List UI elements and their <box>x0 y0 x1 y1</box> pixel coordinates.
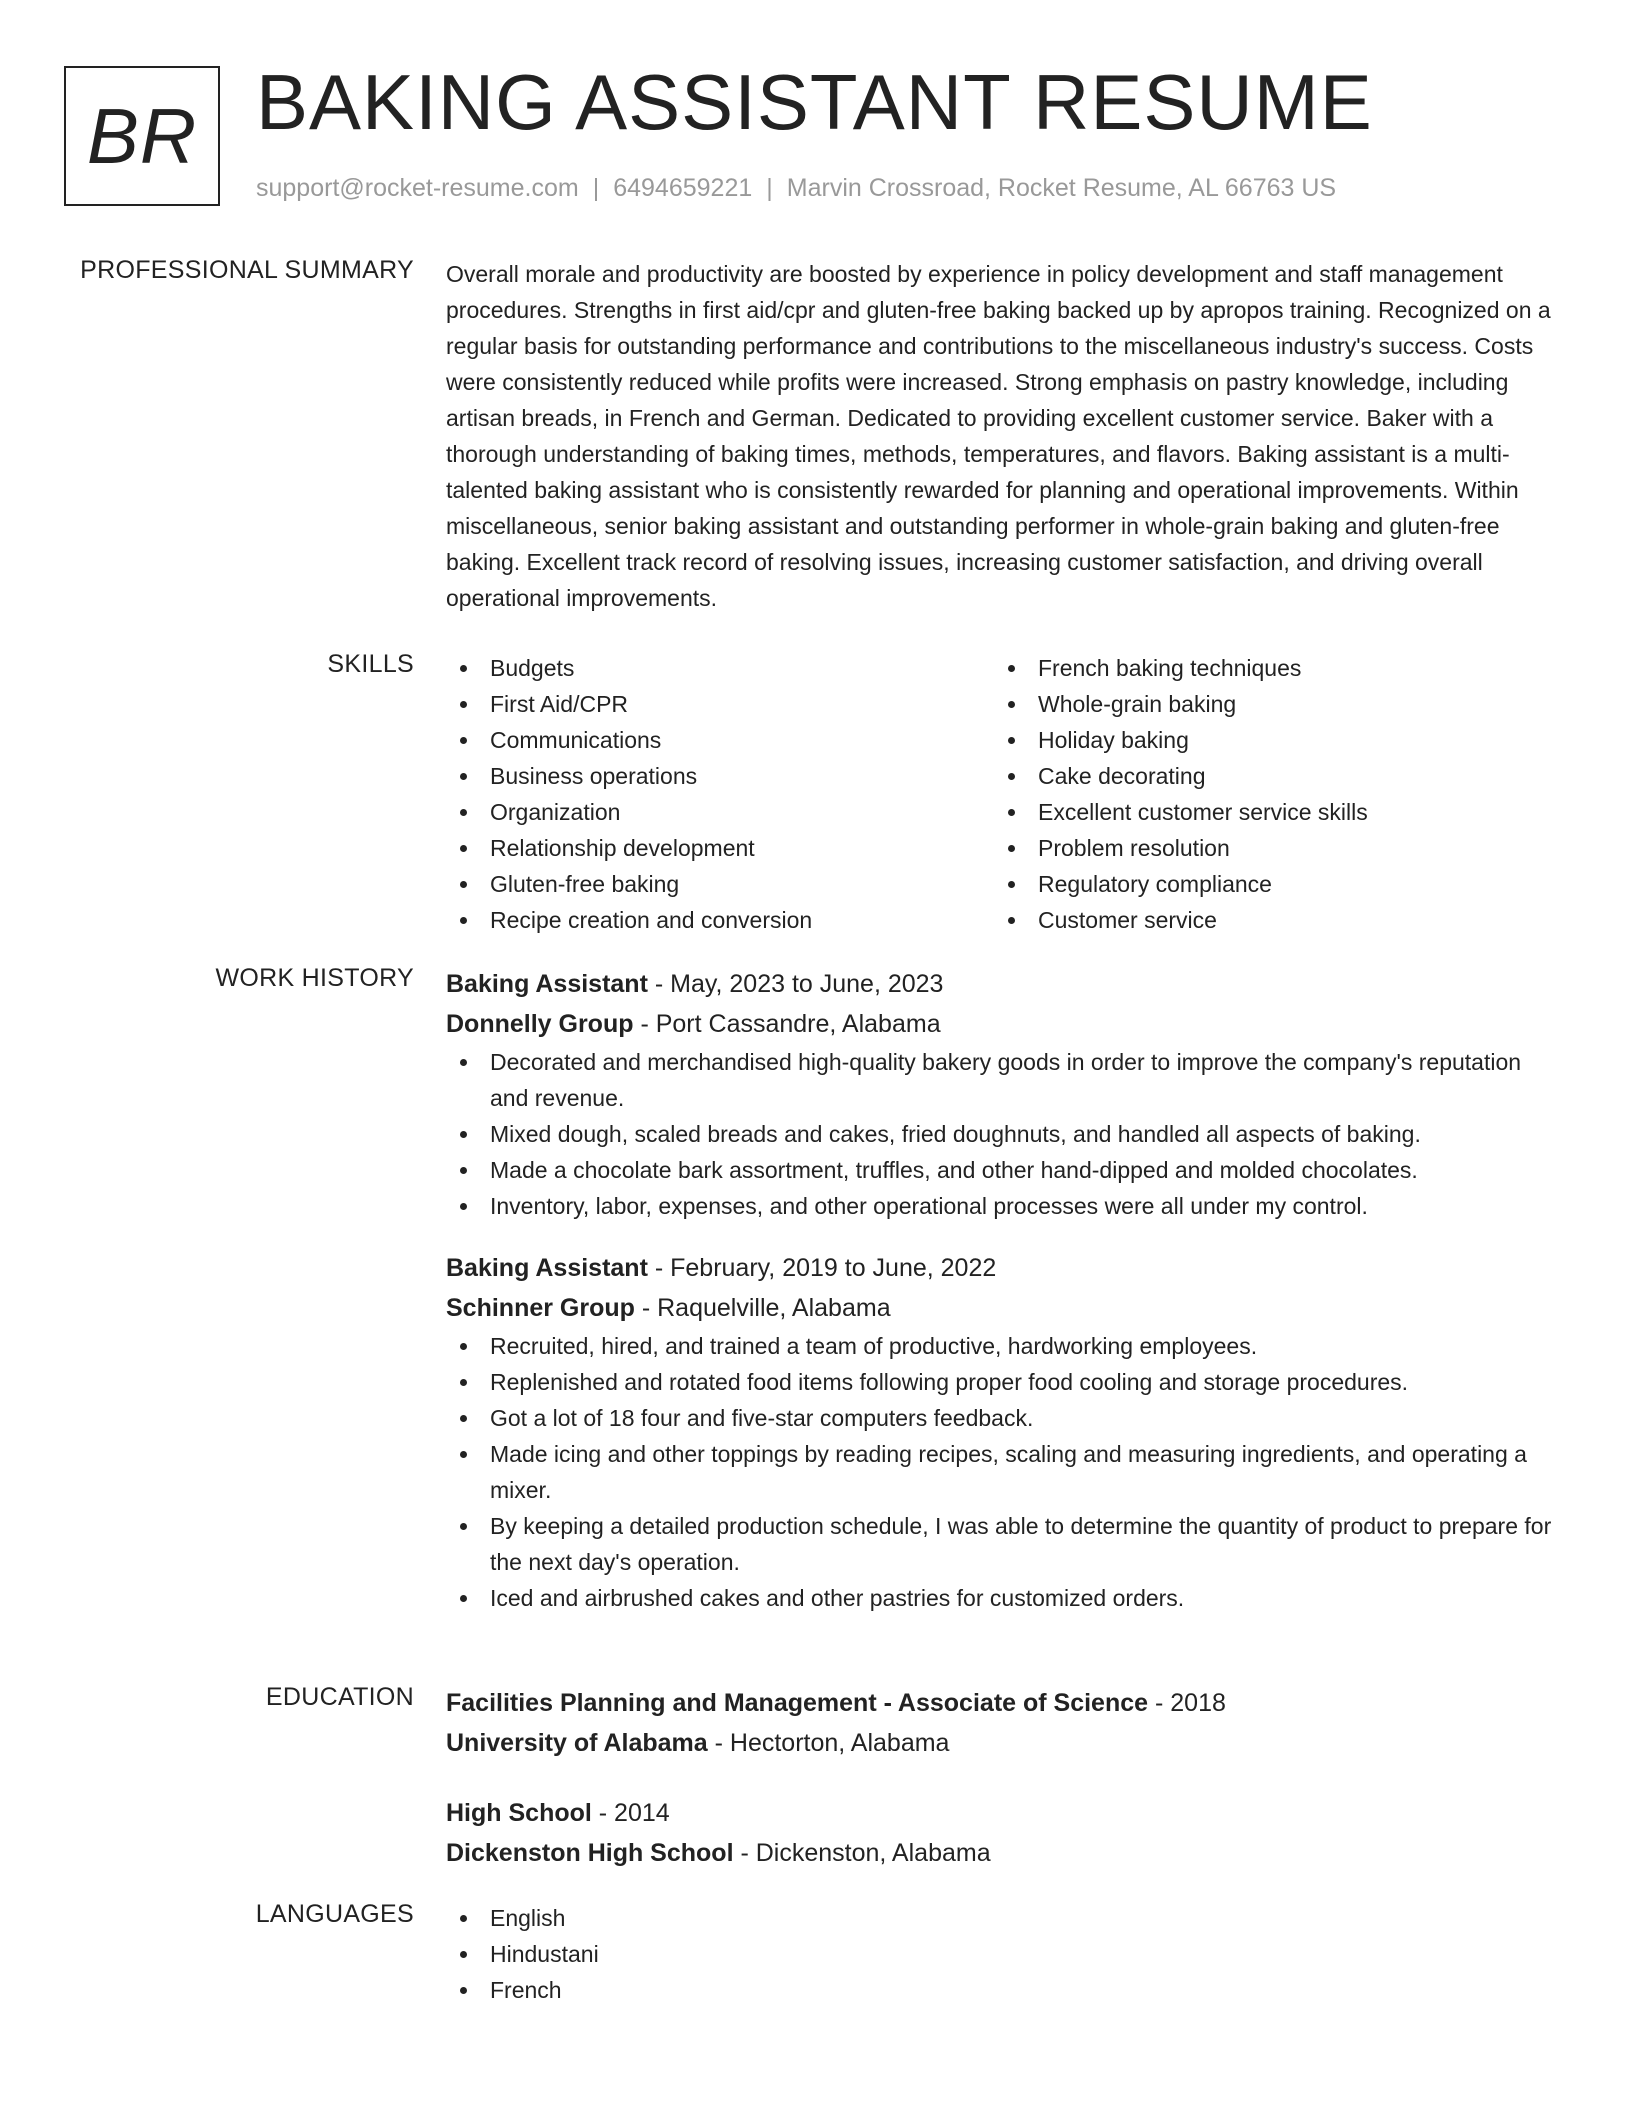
job-company: Donnelly Group <box>446 1010 634 1038</box>
skill-item: Communications <box>446 722 994 758</box>
job-location: - Port Cassandre, Alabama <box>633 1010 941 1038</box>
skills-label: SKILLS <box>327 650 414 678</box>
resume-title: BAKING ASSISTANT RESUME <box>256 58 1373 146</box>
skills-body <box>446 650 1560 938</box>
languages-label: LANGUAGES <box>255 1900 414 1928</box>
job-dates: - February, 2019 to June, 2022 <box>647 1254 997 1282</box>
education-school: Dickenston High School <box>446 1839 734 1867</box>
skill-item: Whole-grain baking <box>994 686 1542 722</box>
job-dates: - May, 2023 to June, 2023 <box>647 970 944 998</box>
skill-item: Customer service <box>994 902 1542 938</box>
duty-item: Mixed dough, scaled breads and cakes, fried doughnuts, and handled all aspects of baking. <box>446 1116 1560 1152</box>
job-title-line <box>446 1248 1560 1288</box>
contact-phone: 6494659221 <box>613 174 753 202</box>
duty-item: Iced and airbrushed cakes and other pastries for customized orders. <box>446 1580 1560 1616</box>
contact-email: support@rocket-resume.com <box>256 174 579 202</box>
job-entry <box>446 1248 1560 1616</box>
job-title: Baking Assistant <box>446 970 648 998</box>
job-location: - Raquelville, Alabama <box>634 1294 891 1322</box>
skill-item: Excellent customer service skills <box>994 794 1542 830</box>
skill-item: Gluten-free baking <box>446 866 994 902</box>
duty-item: By keeping a detailed production schedule, I was able to determine the quantity of product to prepare for the next day's operation. <box>446 1508 1560 1580</box>
skill-item: Holiday baking <box>994 722 1542 758</box>
job-company: Schinner Group <box>446 1294 635 1322</box>
education-degree-line <box>446 1793 1560 1833</box>
education-location: - Hectorton, Alabama <box>707 1729 950 1757</box>
monogram-badge: BR <box>64 66 220 206</box>
job-duties <box>446 1328 1560 1616</box>
skills-column-2 <box>994 650 1542 938</box>
duty-item: Recruited, hired, and trained a team of productive, hardworking employees. <box>446 1328 1560 1364</box>
language-item: French <box>446 1972 1560 2008</box>
contact-address: Marvin Crossroad, Rocket Resume, AL 66763 US <box>786 174 1337 202</box>
job-title-line <box>446 964 1560 1004</box>
education-year: - 2014 <box>591 1799 670 1827</box>
languages-list <box>446 1900 1560 2008</box>
duty-item: Inventory, labor, expenses, and other operational processes were all under my control. <box>446 1188 1560 1224</box>
education-location: - Dickenston, Alabama <box>733 1839 991 1867</box>
duty-item: Decorated and merchandised high-quality bakery goods in order to improve the company's reputation and revenue. <box>446 1044 1560 1116</box>
skill-item: Cake decorating <box>994 758 1542 794</box>
language-item: English <box>446 1900 1560 1936</box>
summary-text: Overall morale and productivity are boosted by experience in policy development and staff management procedures. Strengths in first aid/cpr and gluten-free baking backed up by apropos training. Recognized on a regular basis for outstanding performance and contributions to the miscellaneous industry's success. Costs were consistently reduced while profits were increased. Strong emphasis on pastry knowledge, including artisan breads, in French and German. Dedicated to providing excellent customer service. Baker with a thorough understanding of baking times, methods, temperatures, and flavors. Baking assistant is a multi-talented baking assistant who is consistently rewarded for planning and operational improvements. Within miscellaneous, senior baking assistant and outstanding performer in whole-grain baking and gluten-free baking. Excellent track record of resolving issues, increasing customer satisfaction, and driving overall operational improvements. <box>446 261 1551 611</box>
skills-column-1 <box>446 650 994 938</box>
education-body <box>446 1683 1560 1873</box>
skill-item: French baking techniques <box>994 650 1542 686</box>
education-school-line <box>446 1833 1560 1873</box>
job-entry <box>446 964 1560 1224</box>
contact-line <box>256 174 1336 203</box>
duty-item: Got a lot of 18 four and five-star computers feedback. <box>446 1400 1560 1436</box>
education-degree: High School <box>446 1799 592 1827</box>
education-degree-line <box>446 1683 1560 1723</box>
education-degree: Facilities Planning and Management - Associate of Science <box>446 1689 1149 1717</box>
skill-item: Problem resolution <box>994 830 1542 866</box>
skill-item: Budgets <box>446 650 994 686</box>
skill-item: Organization <box>446 794 994 830</box>
education-label: EDUCATION <box>265 1683 414 1711</box>
skill-item: Relationship development <box>446 830 994 866</box>
job-company-line <box>446 1004 1560 1044</box>
work-history-body <box>446 964 1560 1616</box>
skill-item: Recipe creation and conversion <box>446 902 994 938</box>
education-school-line <box>446 1723 1560 1763</box>
skill-item: First Aid/CPR <box>446 686 994 722</box>
job-duties <box>446 1044 1560 1224</box>
contact-separator: | <box>592 174 600 202</box>
education-year: - 2018 <box>1148 1689 1226 1717</box>
job-company-line <box>446 1288 1560 1328</box>
duty-item: Replenished and rotated food items following proper food cooling and storage procedures. <box>446 1364 1560 1400</box>
education-school: University of Alabama <box>446 1729 708 1757</box>
job-title: Baking Assistant <box>446 1254 648 1282</box>
duty-item: Made icing and other toppings by reading recipes, scaling and measuring ingredients, and operating a mixer. <box>446 1436 1560 1508</box>
education-entry <box>446 1683 1560 1763</box>
skill-item: Regulatory compliance <box>994 866 1542 902</box>
duty-item: Made a chocolate bark assortment, truffles, and other hand-dipped and molded chocolates. <box>446 1152 1560 1188</box>
summary-body <box>446 256 1560 616</box>
education-entry <box>446 1793 1560 1873</box>
contact-separator: | <box>766 174 773 202</box>
languages-body <box>446 1900 1560 2008</box>
work-history-label: WORK HISTORY <box>215 964 414 992</box>
summary-label: PROFESSIONAL SUMMARY <box>80 256 414 284</box>
skill-item: Business operations <box>446 758 994 794</box>
language-item: Hindustani <box>446 1936 1560 1972</box>
